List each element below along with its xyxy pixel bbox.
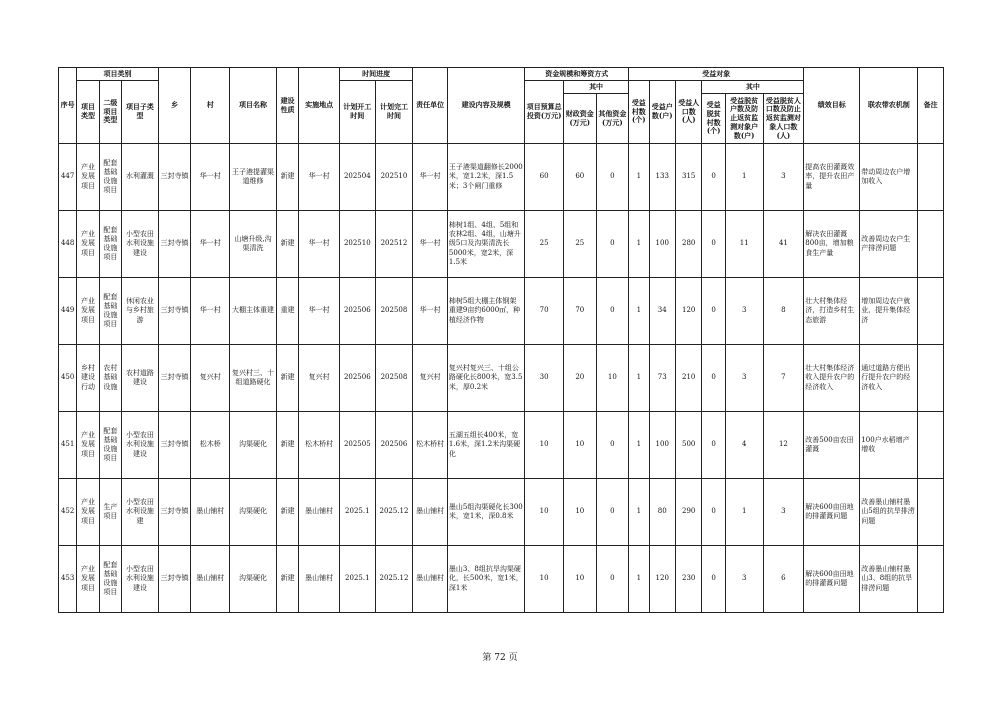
cell-sec: 配套基础设施项目 — [99, 211, 121, 278]
cell-total: 25 — [525, 211, 564, 278]
cell-village: 华一村 — [191, 211, 230, 278]
cell-goal: 改善500亩农田灌溉 — [804, 412, 860, 479]
cell-sub: 小型农田水利设施建设 — [122, 546, 159, 613]
cell-unit: 华一村 — [413, 144, 448, 211]
cell-loc: 墨山铺村 — [299, 479, 340, 546]
cell-bv: 1 — [629, 479, 649, 546]
cell-bv: 1 — [629, 211, 649, 278]
cell-other: 0 — [596, 479, 629, 546]
col-secondary-type: 二级项目类型 — [99, 81, 121, 144]
cell-seq: 452 — [59, 479, 77, 546]
cell-link: 改善周边农户生产排涝问题 — [860, 211, 918, 278]
cell-total: 10 — [525, 479, 564, 546]
cell-remark — [918, 546, 944, 613]
cell-bh: 133 — [649, 144, 675, 211]
cell-pv: 0 — [702, 211, 725, 278]
cell-village: 松木桥 — [191, 412, 230, 479]
col-sub-type: 项目子类型 — [122, 81, 159, 144]
col-other: 其他资金(万元) — [596, 94, 629, 144]
cell-remark — [918, 345, 944, 412]
cell-bp: 500 — [675, 412, 701, 479]
cell-type: 产业发展项目 — [77, 211, 99, 278]
cell-link: 通过道路方便出行提升农户的经济收入 — [860, 345, 918, 412]
project-table — [58, 67, 944, 613]
cell-end: 202512 — [375, 211, 413, 278]
cell-sec: 农村基础设施 — [99, 345, 121, 412]
cell-unit: 复兴村 — [413, 345, 448, 412]
cell-village: 墨山铺村 — [191, 546, 230, 613]
cell-sec: 配套基础设施项目 — [99, 412, 121, 479]
cell-unit: 墨山铺村 — [413, 479, 448, 546]
cell-goal: 解决农田灌溉800亩，增加粮食生产量 — [804, 211, 860, 278]
cell-name: 沟渠硬化 — [230, 546, 277, 613]
col-poverty-population: 受益脱贫人口数及防止返贫监测对象人口数(人) — [763, 94, 804, 144]
cell-fiscal: 10 — [563, 412, 596, 479]
cell-pp: 3 — [763, 144, 804, 211]
cell-sub: 小型农田水利设施建设 — [122, 211, 159, 278]
cell-end: 202510 — [375, 144, 413, 211]
cell-remark — [918, 412, 944, 479]
cell-goal: 解决600亩田地的排灌溉问题 — [804, 546, 860, 613]
cell-loc: 华一村 — [299, 211, 340, 278]
cell-other: 0 — [596, 211, 629, 278]
cell-start: 2025.1 — [339, 546, 375, 613]
cell-ph: 3 — [725, 345, 763, 412]
cell-unit: 华一村 — [413, 211, 448, 278]
col-goal: 绩效目标 — [804, 68, 860, 144]
cell-sub: 小型农田水利设施建设 — [122, 412, 159, 479]
col-benefit-population: 受益人口数(人) — [675, 81, 701, 144]
cell-name: 大棚主体重建 — [230, 278, 277, 345]
cell-bv: 1 — [629, 144, 649, 211]
cell-other: 0 — [596, 546, 629, 613]
cell-sec: 配套基础设施项目 — [99, 278, 121, 345]
cell-loc: 华一村 — [299, 144, 340, 211]
cell-pp: 3 — [763, 479, 804, 546]
cell-village: 华一村 — [191, 278, 230, 345]
cell-link: 带动周边农户增加收入 — [860, 144, 918, 211]
cell-total: 10 — [525, 412, 564, 479]
cell-link: 改善墨山铺村墨山3、8组的抗旱排涝问题 — [860, 546, 918, 613]
cell-start: 202506 — [339, 345, 375, 412]
cell-end: 202506 — [375, 412, 413, 479]
cell-town: 三封寺镇 — [158, 345, 191, 412]
cell-seq: 451 — [59, 412, 77, 479]
cell-content: 复兴村复兴三、十组公路硬化长800米，宽3.5米，厚0.2米 — [447, 345, 524, 412]
cell-fiscal: 70 — [563, 278, 596, 345]
cell-nature: 新建 — [276, 546, 298, 613]
table-body — [59, 144, 944, 613]
cell-bv: 1 — [629, 278, 649, 345]
table-row — [59, 211, 944, 278]
cell-start: 202504 — [339, 144, 375, 211]
cell-seq: 450 — [59, 345, 77, 412]
cell-ph: 4 — [725, 412, 763, 479]
col-unit: 责任单位 — [413, 68, 448, 144]
cell-bp: 120 — [675, 278, 701, 345]
cell-bp: 290 — [675, 479, 701, 546]
cell-goal: 提高农田灌溉效率，提升农田产量 — [804, 144, 860, 211]
cell-remark — [918, 211, 944, 278]
cell-bp: 280 — [675, 211, 701, 278]
cell-start: 2025.1 — [339, 479, 375, 546]
cell-fiscal: 60 — [563, 144, 596, 211]
cell-loc: 松木桥村 — [299, 412, 340, 479]
cell-unit: 墨山铺村 — [413, 546, 448, 613]
cell-other: 0 — [596, 412, 629, 479]
col-seq: 序号 — [59, 68, 77, 144]
cell-bh: 34 — [649, 278, 675, 345]
cell-pp: 41 — [763, 211, 804, 278]
cell-pp: 7 — [763, 345, 804, 412]
cell-remark — [918, 479, 944, 546]
cell-bh: 120 — [649, 546, 675, 613]
cell-loc: 华一村 — [299, 278, 340, 345]
col-nature: 建设性质 — [276, 68, 298, 144]
cell-sub: 农村道路建设 — [122, 345, 159, 412]
cell-sec: 生产项目 — [99, 479, 121, 546]
cell-pp: 8 — [763, 278, 804, 345]
cell-unit: 松木桥村 — [413, 412, 448, 479]
table-row — [59, 144, 944, 211]
table-row — [59, 546, 944, 613]
cell-bv: 1 — [629, 345, 649, 412]
cell-other: 10 — [596, 345, 629, 412]
cell-seq: 453 — [59, 546, 77, 613]
cell-bh: 100 — [649, 412, 675, 479]
cell-link: 增加周边农户就业，提升集体经济 — [860, 278, 918, 345]
cell-fiscal: 10 — [563, 546, 596, 613]
table-row — [59, 479, 944, 546]
cell-sec: 配套基础设施项目 — [99, 546, 121, 613]
cell-total: 60 — [525, 144, 564, 211]
col-content: 建设内容及规模 — [447, 68, 524, 144]
cell-bp: 210 — [675, 345, 701, 412]
cell-sec: 配套基础设施项目 — [99, 144, 121, 211]
col-total: 项目预算总投资(万元) — [525, 81, 564, 144]
col-benefit-villages: 受益村数(个) — [629, 81, 649, 144]
cell-name: 王子港提灌渠道维修 — [230, 144, 277, 211]
col-group-of-which-2: 其中 — [702, 81, 804, 94]
cell-town: 三封寺镇 — [158, 278, 191, 345]
cell-start: 202505 — [339, 412, 375, 479]
cell-town: 三封寺镇 — [158, 211, 191, 278]
col-group-beneficiaries: 受益对象 — [629, 68, 804, 81]
cell-ph: 3 — [725, 546, 763, 613]
col-village: 村 — [191, 68, 230, 144]
cell-total: 30 — [525, 345, 564, 412]
cell-ph: 3 — [725, 278, 763, 345]
cell-goal: 解决600亩田地的排灌溉问题 — [804, 479, 860, 546]
table-row — [59, 412, 944, 479]
cell-total: 70 — [525, 278, 564, 345]
cell-bv: 1 — [629, 412, 649, 479]
cell-seq: 448 — [59, 211, 77, 278]
cell-content: 墨山3、8组抗旱沟渠硬化，长500米，宽1米，深1米 — [447, 546, 524, 613]
cell-end: 2025.12 — [375, 479, 413, 546]
cell-content: 墨山5组沟渠硬化长300米，宽1米，深0.8米 — [447, 479, 524, 546]
cell-town: 三封寺镇 — [158, 412, 191, 479]
col-group-schedule: 时间进度 — [339, 68, 412, 81]
cell-bp: 230 — [675, 546, 701, 613]
cell-remark — [918, 278, 944, 345]
cell-name: 山塘升级,沟渠清洗 — [230, 211, 277, 278]
cell-pv: 0 — [702, 546, 725, 613]
cell-type: 产业发展项目 — [77, 546, 99, 613]
cell-pv: 0 — [702, 479, 725, 546]
col-group-funding: 资金规模和筹资方式 — [525, 68, 629, 81]
col-remarks: 备注 — [918, 68, 944, 144]
cell-pp: 12 — [763, 412, 804, 479]
cell-start: 202506 — [339, 278, 375, 345]
cell-pv: 0 — [702, 345, 725, 412]
cell-bh: 80 — [649, 479, 675, 546]
cell-fiscal: 25 — [563, 211, 596, 278]
cell-goal: 壮大村集体经济收入提升农户的经济收入 — [804, 345, 860, 412]
cell-fiscal: 20 — [563, 345, 596, 412]
cell-nature: 新建 — [276, 412, 298, 479]
cell-type: 产业发展项目 — [77, 144, 99, 211]
cell-seq: 449 — [59, 278, 77, 345]
cell-sub: 休闲农业与乡村旅游 — [122, 278, 159, 345]
cell-loc: 墨山铺村 — [299, 546, 340, 613]
col-location: 实施地点 — [299, 68, 340, 144]
cell-town: 三封寺镇 — [158, 479, 191, 546]
col-poverty-households: 受益脱贫户数及防止返贫监测对象户数(户) — [725, 94, 763, 144]
cell-content: 王子港渠道翻修长2000米，宽1.2米，深1.5米；3个闸门重修 — [447, 144, 524, 211]
cell-goal: 壮大村集体经济，打造乡村生态旅游 — [804, 278, 860, 345]
col-township: 乡 — [158, 68, 191, 144]
cell-loc: 复兴村 — [299, 345, 340, 412]
cell-bh: 73 — [649, 345, 675, 412]
cell-nature: 重建 — [276, 278, 298, 345]
table-row — [59, 345, 944, 412]
cell-bh: 100 — [649, 211, 675, 278]
cell-name: 沟渠硬化 — [230, 479, 277, 546]
cell-type: 乡村建设行动 — [77, 345, 99, 412]
col-link: 联农带农机制 — [860, 68, 918, 144]
cell-fiscal: 10 — [563, 479, 596, 546]
cell-village: 华一村 — [191, 144, 230, 211]
col-fiscal: 财政资金(万元) — [563, 94, 596, 144]
col-end: 计划完工时间 — [375, 81, 413, 144]
cell-sub: 水利灌溉 — [122, 144, 159, 211]
cell-total: 10 — [525, 546, 564, 613]
col-poverty-villages: 受益脱贫村数(个) — [702, 94, 725, 144]
cell-town: 三封寺镇 — [158, 546, 191, 613]
cell-remark — [918, 144, 944, 211]
cell-name: 沟渠硬化 — [230, 412, 277, 479]
page-number: 第 72 页 — [482, 653, 518, 663]
cell-bv: 1 — [629, 546, 649, 613]
cell-nature: 新建 — [276, 211, 298, 278]
cell-content: 柿树5组大棚主体钢架重建9亩约6000㎡，种植经济作物 — [447, 278, 524, 345]
cell-type: 产业发展项目 — [77, 278, 99, 345]
cell-end: 202508 — [375, 345, 413, 412]
cell-nature: 新建 — [276, 479, 298, 546]
cell-bp: 315 — [675, 144, 701, 211]
cell-pp: 6 — [763, 546, 804, 613]
cell-unit: 华一村 — [413, 278, 448, 345]
table-row — [59, 278, 944, 345]
cell-name: 复兴村三、十组道路硬化 — [230, 345, 277, 412]
col-type: 项目类型 — [77, 81, 99, 144]
cell-pv: 0 — [702, 412, 725, 479]
cell-nature: 新建 — [276, 144, 298, 211]
cell-link: 改善墨山铺村墨山5组的抗旱排涝问题 — [860, 479, 918, 546]
col-project-name: 项目名称 — [230, 68, 277, 144]
cell-type: 产业发展项目 — [77, 479, 99, 546]
cell-content: 五湖五组长400米，宽1.6米，深1.2米沟渠硬化 — [447, 412, 524, 479]
cell-link: 100户水稻增产增收 — [860, 412, 918, 479]
cell-other: 0 — [596, 278, 629, 345]
table-header — [59, 68, 944, 144]
cell-nature: 新建 — [276, 345, 298, 412]
cell-start: 202510 — [339, 211, 375, 278]
cell-village: 墨山铺村 — [191, 479, 230, 546]
cell-end: 2025.12 — [375, 546, 413, 613]
cell-town: 三封寺镇 — [158, 144, 191, 211]
cell-type: 产业发展项目 — [77, 412, 99, 479]
cell-ph: 1 — [725, 144, 763, 211]
cell-ph: 1 — [725, 479, 763, 546]
cell-content: 柿树1组、4组、5组和农林2组、4组，山塘升级5口及沟渠清洗长5000米，宽2米，深1.5米 — [447, 211, 524, 278]
cell-village: 复兴村 — [191, 345, 230, 412]
cell-pv: 0 — [702, 144, 725, 211]
col-start: 计划开工时间 — [339, 81, 375, 144]
cell-seq: 447 — [59, 144, 77, 211]
col-group-of-which: 其中 — [563, 81, 628, 94]
col-group-category: 项目类别 — [77, 68, 158, 81]
cell-sub: 小型农田水利设施建 — [122, 479, 159, 546]
cell-end: 202508 — [375, 278, 413, 345]
col-benefit-households: 受益户数(户) — [649, 81, 675, 144]
cell-other: 0 — [596, 144, 629, 211]
cell-pv: 0 — [702, 278, 725, 345]
cell-ph: 11 — [725, 211, 763, 278]
